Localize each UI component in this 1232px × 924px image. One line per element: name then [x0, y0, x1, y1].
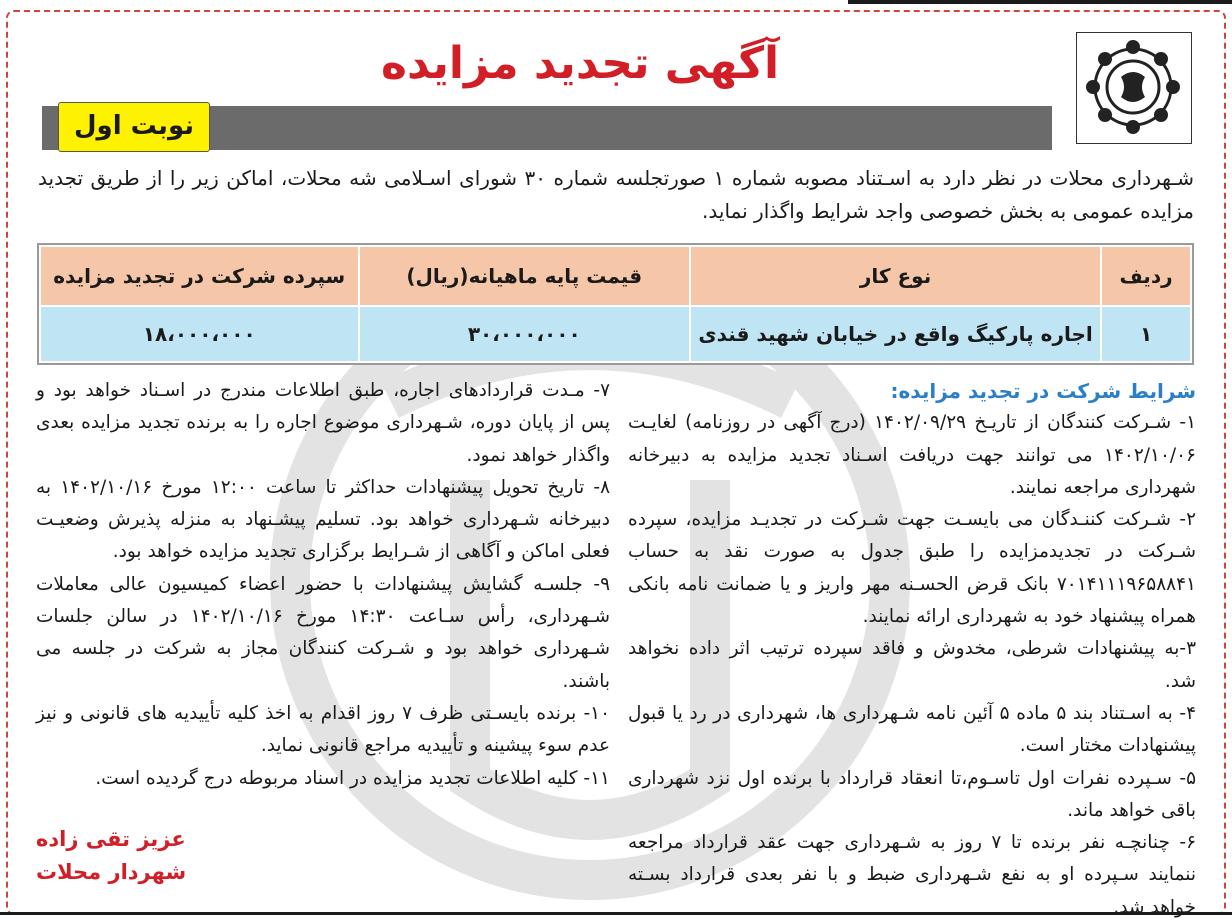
table-header: قیمت پایه ماهیانه(ریال) — [359, 246, 690, 306]
table-row — [40, 306, 1191, 362]
conditions-left-column — [36, 375, 610, 795]
table-header: ردیف — [1101, 246, 1191, 306]
signatory-name: عزیز تقی زاده — [36, 827, 186, 851]
municipality-logo — [1076, 32, 1192, 144]
auction-table — [39, 245, 1192, 363]
condition-item: ۴- به اسـتناد بند ۵ ماده ۵ آئین نامه شـهرداری ها، شهرداری در رد یا قبول پیشنهادات مختار است. — [628, 702, 1197, 757]
intro-paragraph: شـهرداری محلات در نظر دارد به اسـتناد مصوبه شماره ۱ صورتجلسه شماره ۳۰ شورای اسـلامی شه محلات، اماکن زیر را از طریق تجدید مزایده عمومی به بخش خصوصی واجد شرایط واگذار نماید. — [38, 166, 1195, 223]
condition-item: ۷- مـدت قراردادهای اجاره، طبق اطلاعات مندرج در اسـناد خواهد بود و پس از پایان دوره، شـهرداری موضوع اجاره را به برنده تجدید مزایده بعدی واگذار خواهد نمود. — [36, 380, 610, 466]
condition-item: ۲- شـرکت کننـدگان می بایسـت جهت شـرکت در تجدیـد مزایده، سپرده شـرکت در تجدیدمزایده را طبق جدول به صورت نقد به حساب ۷۰۱۴۱۱۱۹۶۵۸۸۴۱ بانک قرض الحسـنه مهر واریز و یا ضمانت نامه بانکی همراه پیشنهاد خود به شهرداری ارائه نمایند. — [628, 509, 1196, 628]
table-cell: ۱۸،۰۰۰،۰۰۰ — [40, 306, 359, 362]
signatory-title: شهردار محلات — [36, 860, 187, 884]
table-header: نوع کار — [690, 246, 1101, 306]
ad-title: آگهی تجدید مزایده — [380, 38, 780, 89]
table-cell: اجاره پارکیگ واقع در خیابان شهید قندی — [690, 306, 1101, 362]
top-rule — [848, 0, 1232, 4]
condition-item: ۱۰- برنده بایسـتی ظرف ۷ روز اقدام به اخذ کلیه تأییدیه های قانونی و نیز عدم سوء پیشینه و تأییدیه مراجع قانونی نماید. — [36, 702, 611, 757]
conditions-heading: شرایط شرکت در تجدید مزایده: — [890, 379, 1196, 403]
table-header-row — [40, 246, 1191, 306]
condition-item: ۸- تاریخ تحویل پیشنهادات حداکثر تا ساعت ۱۲:۰۰ مورخ ۱۴۰۲/۱۰/۱۶ به دبیرخانه شـهرداری خواهد بود. تسلیم پیشـنهاد به منزله پذیرش وضعیـت فعلی اماکن و آگاهی از شـرایط برگزاری تجدید مزایده خواهد بود. — [36, 476, 610, 563]
round-badge: نوبت اول — [58, 102, 210, 152]
condition-item: ۱- شـرکت کنندگان از تاریـخ ۱۴۰۲/۰۹/۲۹ (درج آگهی در روزنامه) لغایـت ۱۴۰۲/۱۰/۰۶ می توانند جهت دریافت اسـناد تجدید مزایده به دبیرخانه شهرداری مراجعه نمایند. — [628, 412, 1196, 498]
condition-item: ۶- چنانچـه نفر برنده تا ۷ روز به شـهرداری جهت عقد قرارداد مراجعه ننمایند سـپرده او به نفع شـهرداری ضبط و با نفر بعدی قرارداد بسـته خواهد شد. — [628, 832, 1196, 918]
signature-block — [36, 823, 236, 889]
table-cell: ۱ — [1101, 306, 1191, 362]
municipality-emblem-icon — [1077, 33, 1189, 141]
condition-item: ۱۱- کلیه اطلاعات تجدید مزایده در اسناد مربوطه درج گردیده است. — [95, 767, 610, 789]
conditions-right-column — [628, 375, 1196, 924]
table-header: سپرده شرکت در تجدید مزایده — [40, 246, 359, 306]
table-cell: ۳۰،۰۰۰،۰۰۰ — [359, 306, 690, 362]
condition-item: ۵- سـپرده نفرات اول تاسـوم،تا انعقاد قرارداد با برنده اول نزد شهرداری باقی خواهد ماند. — [628, 767, 1196, 821]
condition-item: ۳-به پیشنهادات شرطی، مخدوش و فاقد سپرده ترتیب اثر داده نخواهد شد. — [628, 638, 1196, 692]
condition-item: ۹- جلسـه گشایش پیشنهادات با حضور اعضاء کمیسیون عالی معاملات شـهرداری، رأس سـاعت ۱۴:۳۰ مورخ ۱۴۰۲/۱۰/۱۶ در سالن جلسات شـهرداری خواهد بود و شـرکت کنندگان مجاز به شرکت در جلسه می باشند. — [36, 573, 611, 692]
